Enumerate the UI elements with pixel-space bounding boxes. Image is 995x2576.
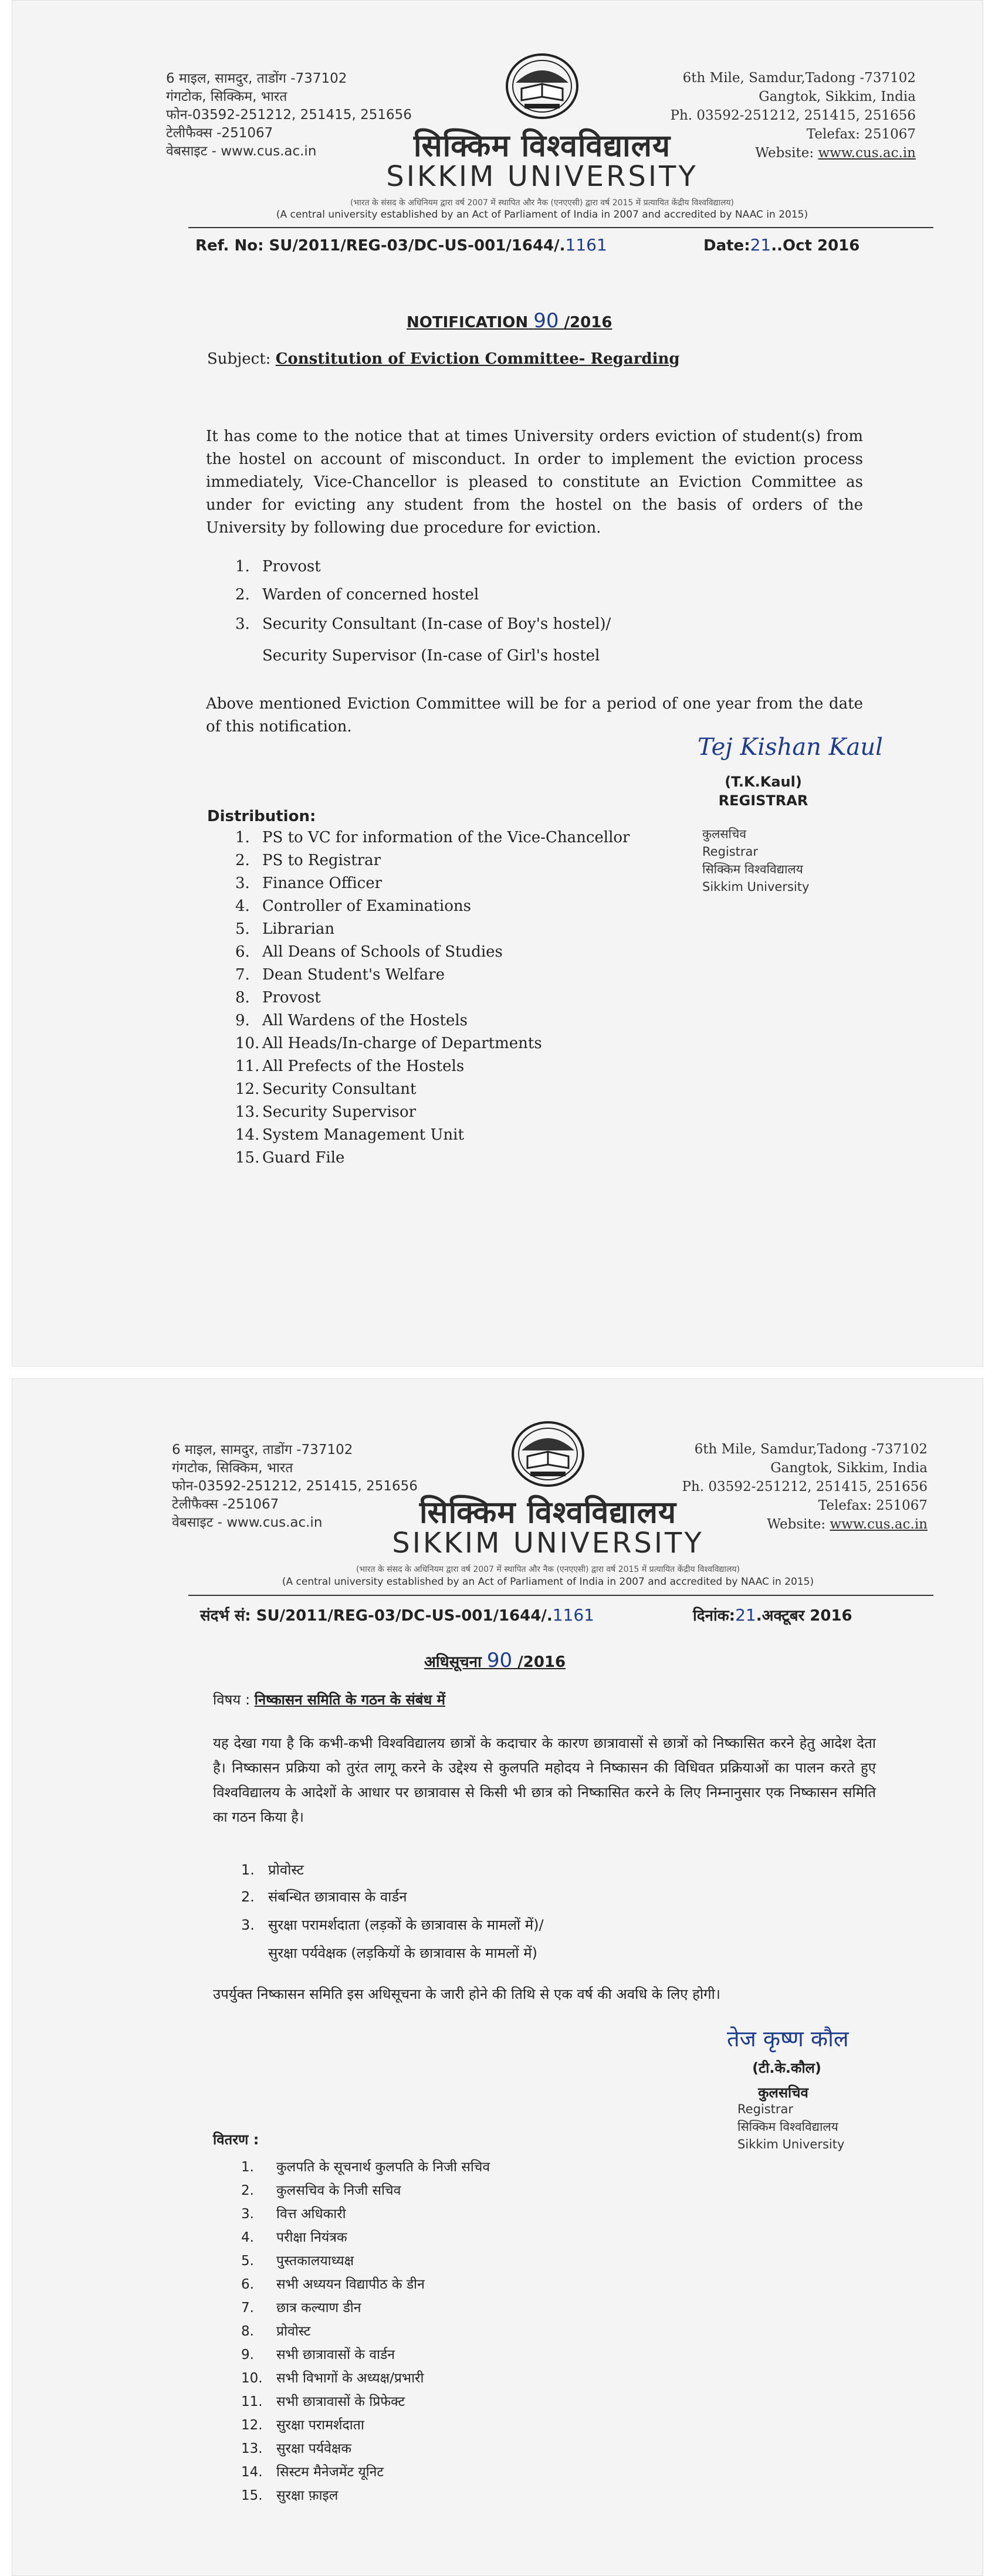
handwritten-day: 21 — [735, 1605, 756, 1625]
recipient: वित्त अधिकारी — [276, 2206, 346, 2222]
recipient: छात्र कल्याण डीन — [276, 2300, 361, 2316]
address-line: 6 माइल, सामदुर, ताडोंग -737102 — [166, 71, 347, 86]
stamp-line: Sikkim University — [737, 2137, 845, 2151]
list-item: 13. सुरक्षा पर्यवेक्षक — [241, 2441, 352, 2456]
list-item: 5. Librarian — [235, 920, 335, 938]
member-text: संबन्धित छात्रावास के वार्डन — [268, 1889, 407, 1905]
list-item: 2. Warden of concerned hostel — [235, 586, 479, 604]
recipient: सिस्टम मैनेजमेंट यूनिट — [276, 2465, 384, 2480]
handwritten-dispatch-number: 1161 — [565, 235, 607, 255]
address-line: 6 माइल, सामदुर, ताडोंग -737102 — [172, 1442, 353, 1458]
reference-text: संदर्भ सं: SU/2011/REG-03/DC-US-001/1644/. — [200, 1607, 553, 1625]
member-text: Provost — [262, 558, 321, 575]
english-address-block — [634, 1440, 928, 1534]
subject-text: Constitution of Eviction Committee- Regarding — [275, 350, 680, 368]
list-item: 12. Security Consultant — [235, 1080, 417, 1098]
notification-year: /2016 — [564, 314, 612, 331]
recipient: All Deans of Schools of Studies — [262, 943, 503, 961]
notification-heading — [424, 1649, 566, 1672]
list-item: 5. पुस्तकालयाध्यक्ष — [241, 2253, 354, 2269]
list-item: 2. PS to Registrar — [235, 852, 381, 869]
recipient: प्रोवोस्ट — [276, 2324, 311, 2339]
handwritten-notification-number: 90 — [533, 309, 559, 333]
address-line: Ph. 03592-251212, 251415, 251656 — [670, 108, 916, 123]
notification-label: NOTIFICATION — [407, 314, 529, 331]
list-item: 11. All Prefects of the Hostels — [235, 1057, 465, 1075]
list-item: 10. सभी विभागों के अध्यक्ष/प्रभारी — [241, 2371, 424, 2386]
handwritten-notification-number: 90 — [486, 1649, 513, 1672]
list-item: 1. Provost — [235, 558, 321, 575]
english-notification-page — [12, 0, 983, 1367]
registrar-stamp — [702, 825, 809, 896]
recipient: All Prefects of the Hostels — [262, 1057, 465, 1075]
reference-number — [200, 1604, 594, 1625]
recipient: System Management Unit — [262, 1126, 464, 1144]
recipient: Finance Officer — [262, 875, 383, 892]
university-name-english: SIKKIM UNIVERSITY — [386, 160, 698, 193]
list-item: 1. प्रोवोस्ट — [241, 1862, 304, 1878]
list-item — [268, 1943, 537, 1962]
address-line: गंगटोक, सिक्किम, भारत — [166, 89, 287, 104]
body-paragraph: It has come to the notice that at times University orders eviction of student(s) from the hostel on account of misconduct. In order to implement the eviction process immediately, Vice-Chancellor is pleased to constitute an Eviction Committee as under for evicting any student from the hostel on the basis of orders of the University by following due procedure for eviction. — [206, 428, 863, 537]
recipient: PS to VC for information of the Vice-Chancellor — [262, 829, 630, 846]
tagline-hindi: (भारत के संसद के अधिनियम द्वारा वर्ष 2007 में स्थापित और नैक (एनएएसी) द्वारा वर्ष 2015 में प्रत्यायित केंद्रीय विश्वविद्यालय) — [356, 1565, 740, 1574]
stamp-line: Sikkim University — [702, 880, 810, 894]
address-line: 6th Mile, Samdur,Tadong -737102 — [682, 70, 916, 86]
stamp-line: सिक्किम विश्वविद्यालय — [702, 862, 803, 876]
date-month-year: .अक्टूबर 2016 — [756, 1607, 852, 1625]
member-text: सुरक्षा पर्यवेक्षक (लड़कियों के छात्रावास के मामलों में) — [268, 1945, 537, 1961]
list-item: 10. All Heads/In-charge of Departments — [235, 1035, 542, 1052]
header-rule — [188, 1595, 933, 1596]
list-item: 15. सुरक्षा फ़ाइल — [241, 2488, 339, 2503]
notification-heading — [407, 309, 612, 333]
list-item: 6. All Deans of Schools of Studies — [235, 943, 503, 961]
recipient: Guard File — [262, 1149, 345, 1167]
header-rule — [188, 227, 933, 228]
address-line: वेबसाइट - www.cus.ac.in — [172, 1515, 323, 1530]
list-item: 1. कुलपति के सूचनार्थ कुलपति के निजी सचिव — [241, 2160, 490, 2175]
handwritten-dispatch-number: 1161 — [552, 1605, 594, 1625]
recipient: Librarian — [262, 920, 335, 938]
recipient: Dean Student's Welfare — [262, 966, 445, 984]
signer-name: (टी.के.कौल) — [752, 2060, 821, 2076]
website-link[interactable]: www.cus.ac.in — [818, 145, 916, 161]
address-line: Ph. 03592-251212, 251415, 251656 — [682, 1479, 928, 1494]
list-item: 3. Finance Officer — [235, 875, 383, 892]
recipient: सभी विभागों के अध्यक्ष/प्रभारी — [276, 2371, 424, 2386]
university-name-hindi: सिक्किम विश्वविद्यालय — [419, 1495, 676, 1530]
english-address-block — [622, 69, 916, 162]
university-logo — [510, 1420, 586, 1489]
address-line: टेलीफैक्स -251067 — [172, 1497, 279, 1512]
tagline-english: (A central university established by an Act of Parliament of India in 2007 and accredited by NAAC in 2015) — [276, 209, 808, 221]
recipient: सभी छात्रावासों के प्रिफेक्ट — [276, 2394, 405, 2409]
list-item: 6. सभी अध्ययन विद्यापीठ के डीन — [241, 2277, 425, 2292]
signer-name: (T.K.Kaul) — [725, 774, 802, 790]
distribution-heading: वितरण : — [213, 2131, 259, 2148]
recipient: पुस्तकालयाध्यक्ष — [276, 2253, 354, 2269]
stamp-line: Registrar — [702, 845, 759, 859]
signer-title: REGISTRAR — [718, 792, 808, 809]
subject-text: निष्कासन समिति के गठन के संबंध में — [254, 1692, 445, 1708]
recipient: सुरक्षा परामर्शदाता — [276, 2418, 364, 2433]
recipient: Controller of Examinations — [262, 897, 471, 915]
handwritten-day: 21 — [750, 235, 771, 255]
address-line: फोन-03592-251212, 251415, 251656 — [172, 1479, 418, 1494]
address-line: 6th Mile, Samdur,Tadong -737102 — [694, 1442, 928, 1457]
handwritten-signature: तेज कृष्ण कौल — [727, 2026, 849, 2052]
list-item: 2. संबन्धित छात्रावास के वार्डन — [241, 1889, 407, 1905]
recipient: सुरक्षा पर्यवेक्षक — [276, 2441, 352, 2456]
date-label: Date: — [703, 237, 750, 255]
recipient: Security Consultant — [262, 1080, 417, 1098]
date-month-year: ..Oct 2016 — [771, 237, 860, 255]
subject-label: Subject: — [207, 350, 271, 368]
list-item: 2. कुलसचिव के निजी सचिव — [241, 2183, 401, 2198]
recipient: All Wardens of the Hostels — [262, 1012, 468, 1029]
closing-paragraph: उपर्युक्त निष्कासन समिति इस अधिसूचना के जारी होने की तिथि से एक वर्ष की अवधि के लिए होगी। — [213, 1986, 720, 2002]
subject-line — [213, 1690, 445, 1709]
member-text: Security Supervisor (In-case of Girl's hostel — [262, 647, 600, 665]
subject-label: विषय : — [213, 1692, 251, 1708]
list-item: 9. All Wardens of the Hostels — [235, 1012, 468, 1029]
subject-line — [207, 350, 680, 368]
address-line: वेबसाइट - www.cus.ac.in — [166, 144, 317, 159]
address-line: Gangtok, Sikkim, India — [770, 1460, 928, 1476]
tagline-english: (A central university established by an Act of Parliament of India in 2007 and accredited by NAAC in 2015) — [282, 1576, 814, 1588]
address-line: Telefax: 251067 — [818, 1498, 928, 1513]
list-item: 14. सिस्टम मैनेजमेंट यूनिट — [241, 2465, 384, 2480]
list-item: 8. Provost — [235, 989, 321, 1006]
recipient: कुलसचिव के निजी सचिव — [276, 2183, 401, 2198]
tagline-hindi: (भारत के संसद के अधिनियम द्वारा वर्ष 2007 में स्थापित और नैक (एनएएसी) द्वारा वर्ष 2015 में प्रत्यायित केंद्रीय विश्वविद्यालय) — [350, 198, 735, 208]
hindi-notification-page — [12, 1378, 983, 2576]
recipient: परीक्षा नियंत्रक — [276, 2230, 347, 2245]
address-line: फोन-03592-251212, 251415, 251656 — [166, 107, 412, 123]
distribution-heading: Distribution: — [207, 808, 316, 825]
list-item — [262, 647, 600, 665]
recipient: सभी छात्रावासों के वार्डन — [276, 2347, 395, 2363]
body-paragraph: यह देखा गया है कि कभी-कभी विश्वविद्यालय छात्रों के कदाचार के कारण छात्रावासों से छात्रों को निष्कासित करने हेतु आदेश देता है। निष्कासन प्रक्रिया को तुरंत लागू करने के उद्देश्य से कुलपति महोदय ने निष्कासन की विधिवत प्रक्रियाओं का पालन करते हुए विश्वविद्यालय के आदेशों के आधार पर छात्रावास से किसी भी छात्र को निष्कासित करने के लिए निम्नानुसार एक निष्कासन समिति का गठन किया है। — [213, 1735, 876, 1825]
stamp-line: सिक्किम विश्वविद्यालय — [737, 2120, 838, 2134]
website-label: Website: — [755, 145, 814, 161]
handwritten-signature: Tej Kishan Kaul — [698, 734, 883, 761]
list-item: 3. सुरक्षा परामर्शदाता (लड़कों के छात्रावास के मामलों में)/ — [241, 1917, 544, 1933]
registrar-stamp — [737, 2100, 844, 2153]
address-line: गंगटोक, सिक्किम, भारत — [172, 1460, 293, 1476]
reference-number — [195, 235, 607, 255]
list-item: 3. Security Consultant (In-case of Boy's hostel)/ — [235, 615, 611, 633]
recipient: Security Supervisor — [262, 1103, 417, 1121]
recipient: Provost — [262, 989, 321, 1006]
member-text: Security Consultant (In-case of Boy's hostel)/ — [262, 615, 611, 633]
website-link[interactable]: www.cus.ac.in — [830, 1517, 928, 1532]
list-item: 4. Controller of Examinations — [235, 897, 471, 915]
list-item: 3. वित्त अधिकारी — [241, 2206, 346, 2222]
notification-year: /2016 — [517, 1653, 566, 1671]
recipient: कुलपति के सूचनार्थ कुलपति के निजी सचिव — [276, 2160, 490, 2175]
university-name-english: SIKKIM UNIVERSITY — [392, 1527, 704, 1560]
list-item: 1. PS to VC for information of the Vice-Chancellor — [235, 829, 630, 846]
notification-date — [693, 1604, 852, 1625]
list-item: 8. प्रोवोस्ट — [241, 2324, 311, 2339]
notification-label: अधिसूचना — [424, 1653, 482, 1671]
list-item: 11. सभी छात्रावासों के प्रिफेक्ट — [241, 2394, 405, 2409]
website-label: Website: — [767, 1517, 826, 1532]
university-name-hindi: सिक्किम विश्वविद्यालय — [414, 128, 671, 164]
list-item: 12. सुरक्षा परामर्शदाता — [241, 2418, 364, 2433]
address-line: Telefax: 251067 — [806, 127, 916, 142]
recipient: सभी अध्ययन विद्यापीठ के डीन — [276, 2277, 425, 2292]
list-item: 14. System Management Unit — [235, 1126, 464, 1144]
signer-title: कुलसचिव — [758, 2084, 808, 2101]
member-text: प्रोवोस्ट — [268, 1862, 304, 1878]
closing-paragraph: Above mentioned Eviction Committee will be for a period of one year from the date of this notification. — [206, 695, 863, 735]
notification-date — [703, 235, 859, 255]
list-item: 13. Security Supervisor — [235, 1103, 417, 1121]
address-line: टेलीफैक्स -251067 — [166, 126, 273, 141]
recipient: PS to Registrar — [262, 852, 381, 869]
recipient: सुरक्षा फ़ाइल — [276, 2488, 339, 2503]
stamp-line: Registrar — [737, 2102, 794, 2116]
list-item: 9. सभी छात्रावासों के वार्डन — [241, 2347, 395, 2363]
list-item: 4. परीक्षा नियंत्रक — [241, 2230, 347, 2245]
date-label: दिनांक: — [693, 1607, 736, 1625]
stamp-line: कुलसचिव — [702, 827, 747, 841]
address-line: Gangtok, Sikkim, India — [759, 89, 916, 104]
list-item: 7. छात्र कल्याण डीन — [241, 2300, 361, 2316]
member-text: Warden of concerned hostel — [262, 586, 479, 604]
recipient: All Heads/In-charge of Departments — [262, 1035, 542, 1052]
reference-text: Ref. No: SU/2011/REG-03/DC-US-001/1644/. — [195, 237, 566, 255]
list-item: 15. Guard File — [235, 1149, 345, 1167]
member-text: सुरक्षा परामर्शदाता (लड़कों के छात्रावास के मामलों में)/ — [268, 1917, 544, 1933]
university-logo — [504, 52, 580, 121]
list-item: 7. Dean Student's Welfare — [235, 966, 445, 984]
